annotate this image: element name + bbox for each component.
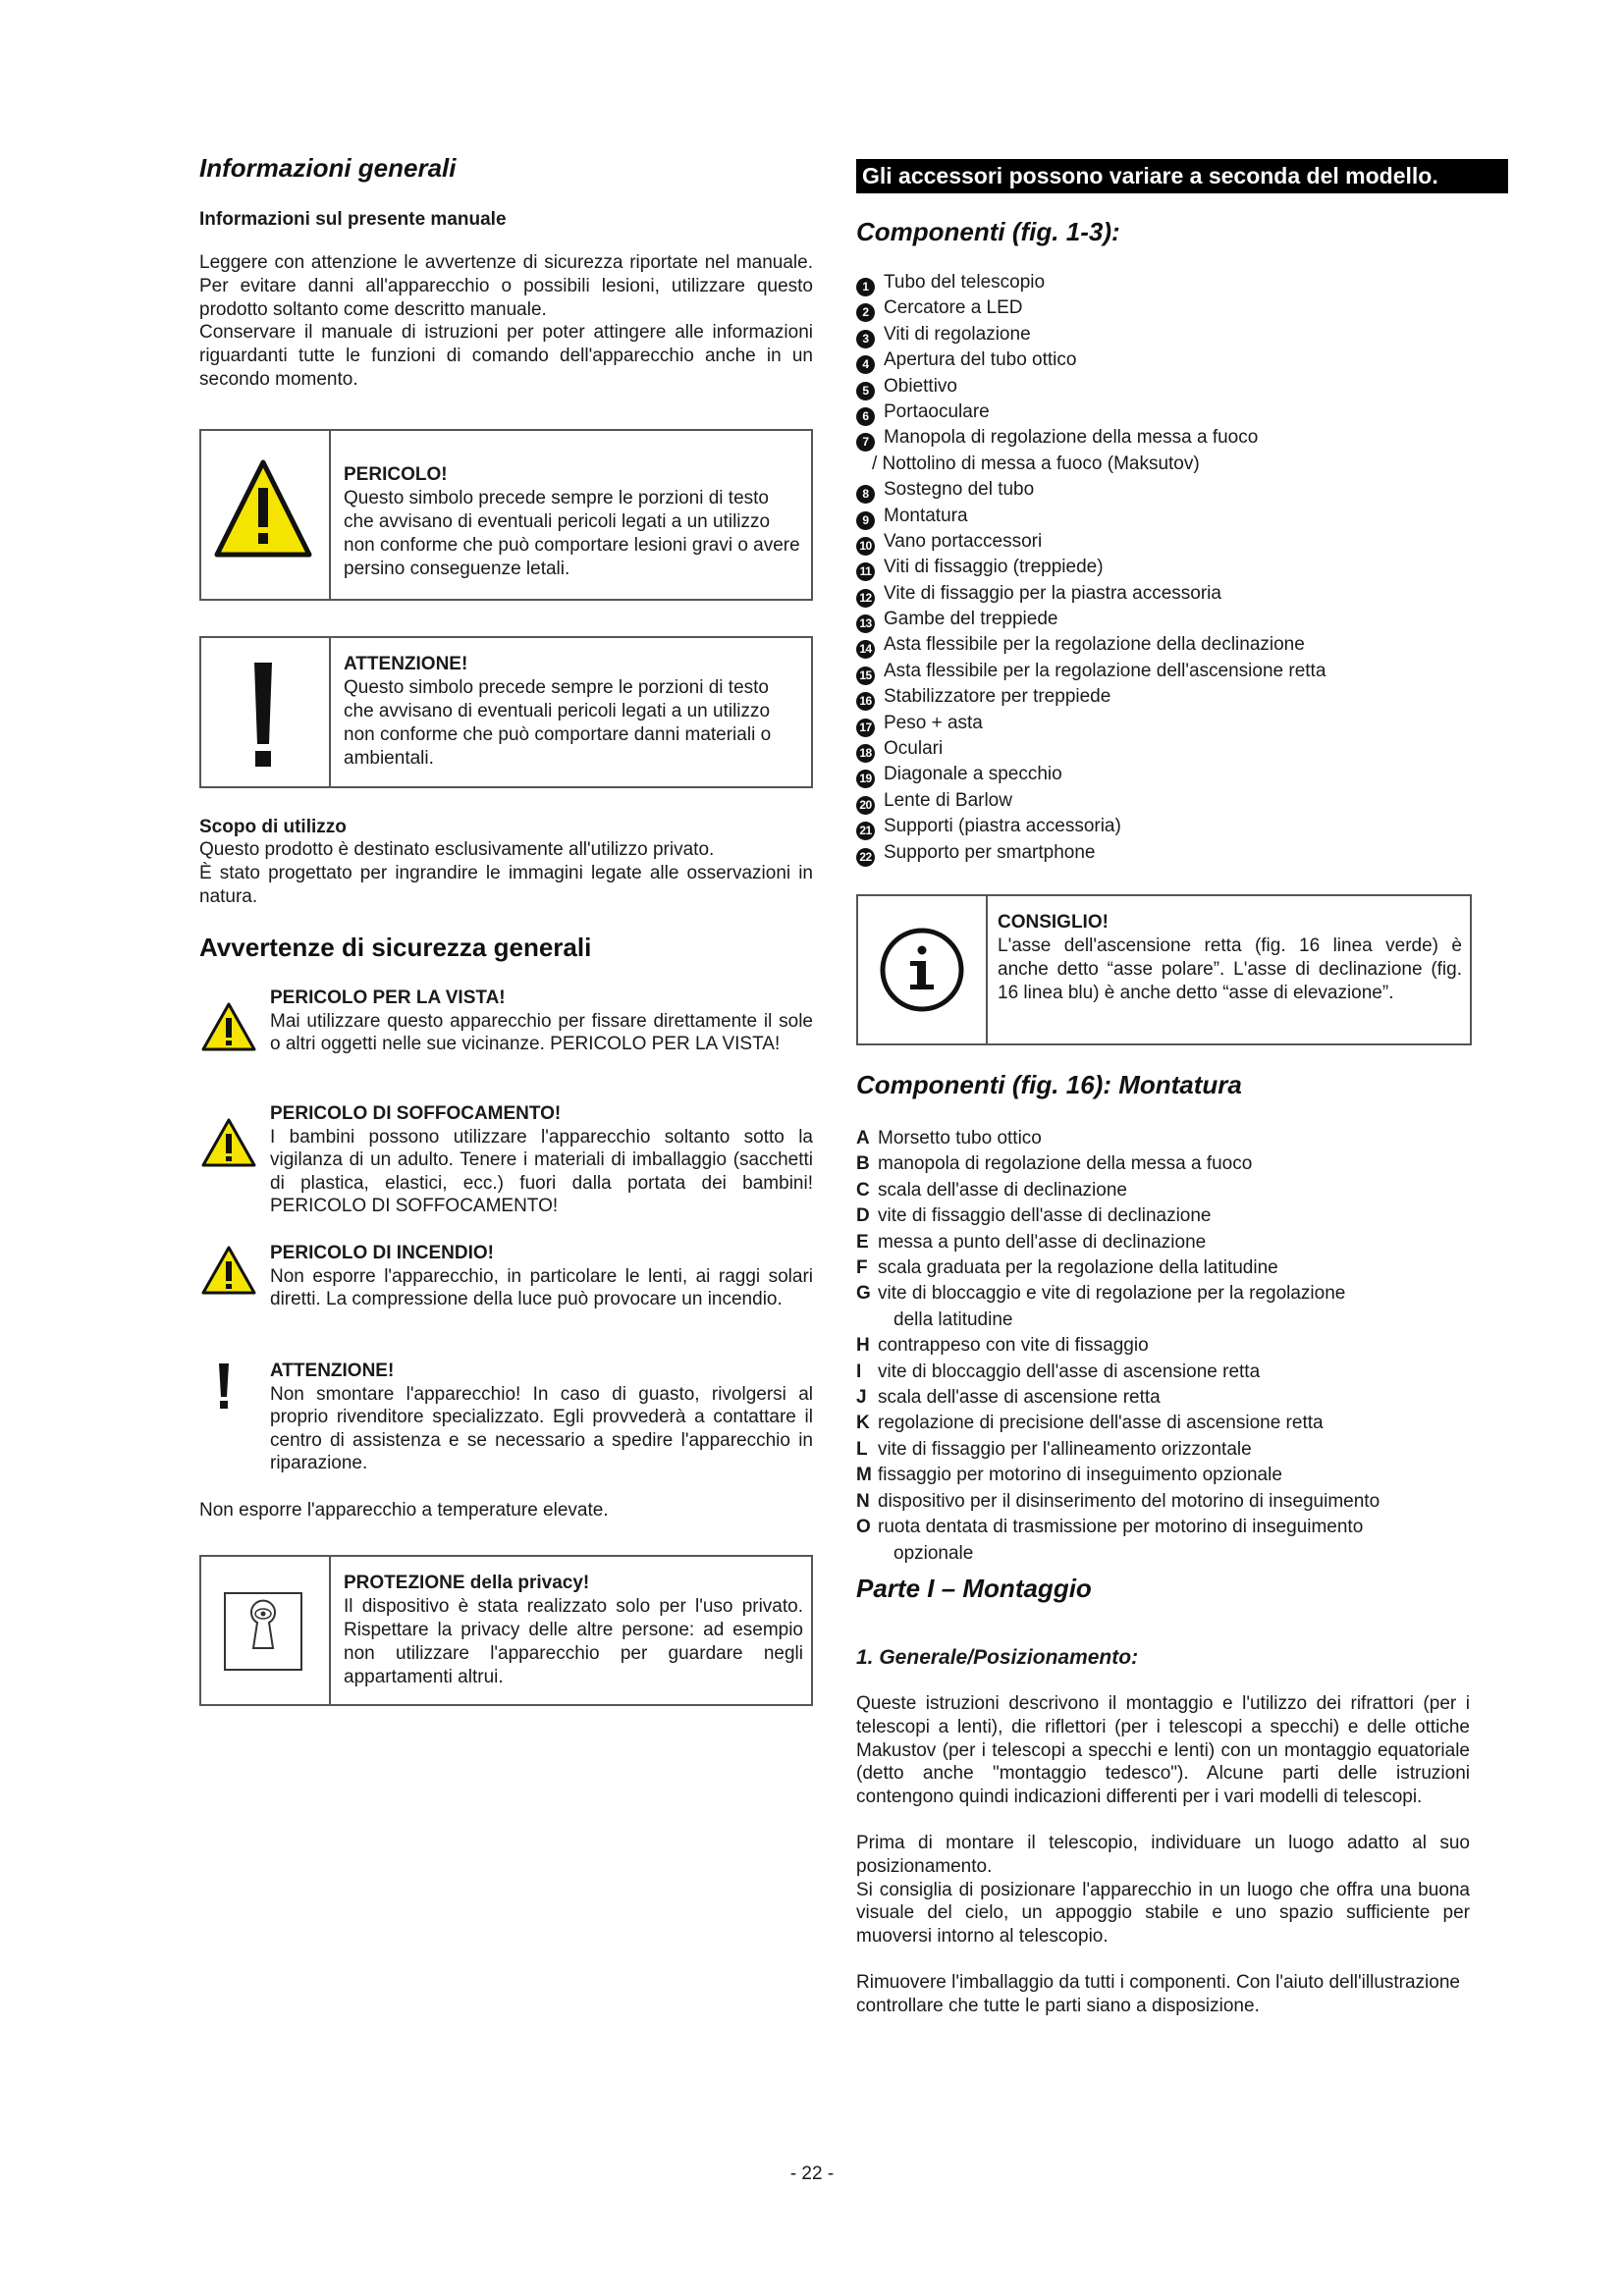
number-badge: 1 [856,278,875,296]
list-item: 13 Gambe del treppiede [856,607,1326,632]
exclamation-icon [216,1363,232,1413]
warning-body: I bambini possono utilizzare l'apparecchio soltanto sotto la vigilanza di un adulto. Tenere i materiali di imballaggio (sacchetti di plastica, elastici, ecc.) fuori dalla portata dei bambini! PERICOLO DI SOFFOCAMENTO! [270,1126,813,1216]
warning-suffocation [199,1102,813,1220]
manual-text [199,251,813,392]
temperature-note: Non esporre l'apparecchio a temperature elevate. [199,1500,609,1521]
purpose-heading: Scopo di utilizzo [199,817,347,837]
number-badge: 15 [856,667,875,685]
general-paragraph-2: Prima di montare il telescopio, individuare un luogo adatto al suo posizionamento. [856,1832,1470,1877]
warning-body: Mai utilizzare questo apparecchio per fissare direttamente il sole o altri oggetti nelle sue vicinanze. PERICOLO PER LA VISTA! [270,1010,813,1054]
general-paragraph-4: Rimuovere l'imballaggio da tutti i componenti. Con l'aiuto dell'illustrazione controllare che tutte le parti siano a disposizione. [856,1971,1460,2016]
list-item: 6 Portaoculare [856,400,1326,425]
warning-body: Non smontare l'apparecchio! In caso di guasto, rivolgersi al proprio rivenditore specializzato. Egli provvederà a contattare il centro di assistenza e se necessario a spedire l'apparecchio in riparazione. [270,1383,813,1473]
general-paragraph-3: Si consiglia di posizionare l'apparecchio in un luogo che offra una buona visuale del cielo, un appoggio stabile e uno spazio sufficiente per muoversi intorno al telescopio. [856,1879,1470,1948]
mount-parts-list [856,1126,1380,1567]
warning-title: ATTENZIONE! [270,1361,395,1381]
list-item: 5 Obiettivo [856,374,1326,400]
privacy-title: PROTEZIONE della privacy! [344,1573,590,1593]
list-item: O ruota dentata di trasmissione per motorino di inseguimento opzionale [856,1517,1364,1564]
list-item: F scala graduata per la regolazione della latitudine [856,1257,1278,1279]
number-badge: 7 [856,433,875,452]
safety-heading: Avvertenze di sicurezza generali [199,933,592,962]
number-badge: 5 [856,382,875,400]
list-item: 11 Viti di fissaggio (treppiede) [856,555,1326,580]
number-badge: 17 [856,719,875,737]
number-badge: 9 [856,511,875,530]
general-paragraph-1: Queste istruzioni descrivono il montaggio e l'utilizzo dei rifrattori (per i telescopi a lenti), die riflettori (per i telescopi a specchi) e delle ottiche Makustov (per i telescopi a specchi e lenti) con un montaggio equatoriale (detto anche "montaggio tedesco"). Alcune parti delle istruzioni contengono quindi indicazioni differenti per i vari modelli di telescopi. [856,1693,1470,1808]
list-item: 17 Peso + asta [856,711,1326,736]
list-item: 7 Manopola di regolazione della messa a fuoco [856,425,1326,451]
attention-title: ATTENZIONE! [344,654,468,674]
list-item: A Morsetto tubo ottico [856,1128,1042,1148]
number-badge: 6 [856,407,875,426]
general-heading: 1. Generale/Posizionamento: [856,1646,1139,1669]
attention-icon-cell [201,638,331,786]
warning-eye [199,987,813,1080]
purpose-paragraph-1: Questo prodotto è destinato esclusivamente all'utilizzo privato. [199,839,715,860]
list-item: 8 Sostegno del tubo [856,477,1326,503]
privacy-box [199,1555,813,1706]
number-badge: 18 [856,744,875,763]
list-item: E messa a punto dell'asse di declinazione [856,1231,1207,1253]
privacy-icon-cell [201,1557,331,1704]
number-badge: 16 [856,692,875,711]
number-badge: 8 [856,485,875,504]
manual-paragraph-2: Conservare il manuale di istruzioni per poter attingere alle informazioni riguardanti tutte le funzioni di comando dell'apparecchio anche in un secondo momento. [199,322,813,390]
list-item: 22 Supporto per smartphone [856,840,1326,866]
number-badge: 3 [856,330,875,348]
list-item: J scala dell'asse di ascensione retta [856,1387,1161,1409]
attention-box [199,636,813,788]
number-badge: 11 [856,562,875,581]
purpose-paragraph-2: È stato progettato per ingrandire le immagini legate alle osservazioni in natura. [199,862,813,907]
components-list [856,270,1326,866]
danger-title: PERICOLO! [344,464,448,485]
list-item: H contrappeso con vite di fissaggio [856,1335,1149,1357]
list-item: B manopola di regolazione della messa a fuoco [856,1153,1253,1175]
list-item: 18 Oculari [856,736,1326,762]
list-item: 16 Stabilizzatore per treppiede [856,684,1326,710]
danger-box [199,429,813,601]
list-item: 4 Apertura del tubo ottico [856,347,1326,373]
danger-icon-cell [201,431,331,599]
manual-paragraph-1: Leggere con attenzione le avvertenze di sicurezza riportate nel manuale. Per evitare danni all'apparecchio o possibili lesioni, utilizzare questo prodotto soltanto come descritto manuale. [199,252,813,320]
number-badge: 22 [856,848,875,867]
number-badge: 12 [856,589,875,608]
tip-title: CONSIGLIO! [998,912,1109,933]
list-item: 21 Supporti (piastra accessoria) [856,814,1326,839]
purpose-text [199,838,813,908]
list-item: 15 Asta flessibile per la regolazione dell'ascensione retta [856,659,1326,684]
list-item: D vite di fissaggio dell'asse di declinazione [856,1205,1212,1227]
list-item: 3 Viti di regolazione [856,322,1326,347]
tip-icon-cell [858,896,988,1043]
warning-title: PERICOLO DI INCENDIO! [270,1243,495,1263]
warning-triangle-icon [201,431,325,599]
info-icon [858,896,982,1043]
list-item: 1 Tubo del telescopio [856,270,1326,295]
number-badge: 19 [856,770,875,788]
warning-triangle-icon [199,1244,258,1297]
list-item: 20 Lente di Barlow [856,788,1326,814]
warning-disassemble [199,1360,813,1477]
number-badge: 2 [856,303,875,322]
number-badge: 4 [856,355,875,374]
list-item: 19 Diagonale a specchio [856,762,1326,787]
warning-title: PERICOLO PER LA VISTA! [270,988,506,1008]
mount-heading: Componenti (fig. 16): Montatura [856,1070,1242,1099]
list-item: I vite di bloccaggio dell'asse di ascensione retta [856,1361,1261,1382]
list-item: 9 Montatura [856,504,1326,529]
accessories-banner: Gli accessori possono variare a seconda del modello. [856,159,1508,193]
warning-triangle-icon [199,1000,258,1053]
number-badge: 20 [856,796,875,815]
list-item: L vite di fissaggio per l'allineamento orizzontale [856,1438,1252,1460]
list-item: / Nottolino di messa a fuoco (Maksutov) [872,453,1200,474]
general-text [856,1692,1470,2018]
warning-triangle-icon [199,1116,258,1169]
keyhole-eye-icon [201,1557,325,1704]
part-heading: Parte I – Montaggio [856,1574,1092,1603]
number-badge: 14 [856,640,875,659]
manual-heading: Informazioni sul presente manuale [199,209,507,230]
warning-body: Non esporre l'apparecchio, in particolare le lenti, ai raggi solari diretti. La compressione della luce può provocare un incendio. [270,1265,813,1309]
list-item: N dispositivo per il disinserimento del motorino di inseguimento [856,1490,1380,1512]
list-item: M fissaggio per motorino di inseguimento opzionale [856,1465,1282,1486]
privacy-body: Il dispositivo è stata realizzato solo per l'uso privato. Rispettare la privacy delle altre persone: ad esempio non utilizzare l'apparecchio per guardare negli appartamenti altrui. [344,1596,803,1687]
list-item: 14 Asta flessibile per la regolazione della declinazione [856,632,1326,658]
warning-title: PERICOLO DI SOFFOCAMENTO! [270,1103,562,1124]
list-item: C scala dell'asse di declinazione [856,1179,1127,1201]
tip-body: L'asse dell'ascensione retta (fig. 16 linea verde) è anche detto “asse polare”. L'asse di declinazione (fig. 16 linea blu) è anche detto “asse di elevazione”. [998,935,1462,1003]
list-item: 2 Cercatore a LED [856,295,1326,321]
danger-body: Questo simbolo precede sempre le porzioni di testo che avvisano di eventuali pericoli legati a un utilizzo non conforme che può comportare lesioni gravi o avere persino conseguenze letali. [344,488,800,579]
list-item: K regolazione di precisione dell'asse di ascensione retta [856,1413,1324,1434]
page-number: - 22 - [789,2163,835,2184]
number-badge: 10 [856,537,875,556]
list-item: 10 Vano portaccessori [856,529,1326,555]
attention-body: Questo simbolo precede sempre le porzioni di testo che avvisano di eventuali pericoli legati a un utilizzo non conforme che può comportare danni materiali o ambientali. [344,677,772,769]
tip-box [856,894,1472,1045]
warning-fire [199,1242,813,1335]
list-item: G vite di bloccaggio e vite di regolazione per la regolazione della latitudine [856,1283,1346,1330]
components-heading: Componenti (fig. 1-3): [856,217,1120,246]
number-badge: 13 [856,614,875,633]
number-badge: 21 [856,822,875,840]
page-title: Informazioni generali [199,153,457,183]
list-item: 12 Vite di fissaggio per la piastra accessoria [856,581,1326,607]
exclamation-icon [201,638,325,786]
